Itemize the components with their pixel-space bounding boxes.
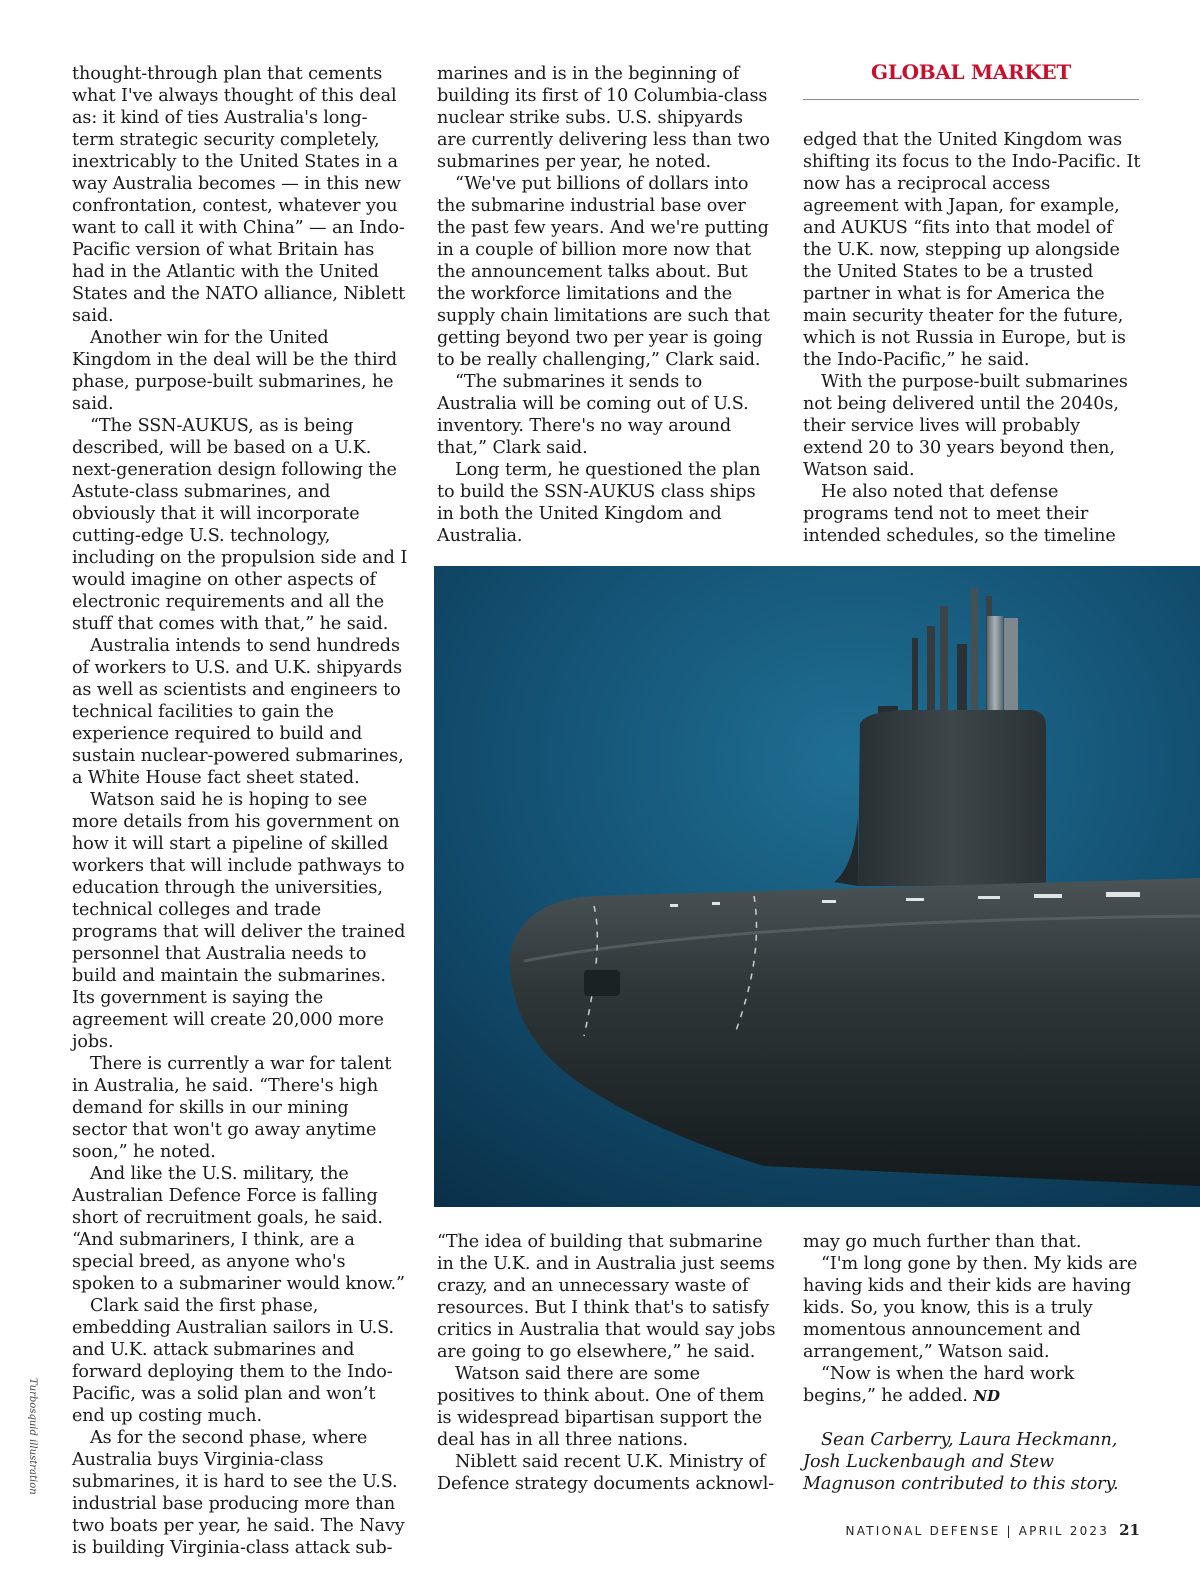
section-rule bbox=[803, 99, 1139, 100]
paragraph: “The idea of building that submarine in the U.K. and in Australia just seems crazy, and an unnecessary waste of resources. But I think that's to satisfy critics in Australia that would say jobs are going to go elsewhere,” he said. bbox=[437, 1232, 776, 1362]
article-column-2-top bbox=[437, 63, 773, 547]
paragraph: Clark said the first phase, embedding Australian sailors in U.S. and U.K. attack submarines and forward deploying them to the Indo-Pacific, was a solid plan and won’t end up costing much. bbox=[72, 1296, 394, 1426]
paragraph: With the purpose-built submarines not being delivered until the 2040s, their service lives will probably extend 20 to 30 years beyond then, Watson said. bbox=[803, 372, 1128, 480]
magazine-name: NATIONAL DEFENSE bbox=[845, 1524, 1001, 1538]
paragraph: “The submarines it sends to Australia will be coming out of U.S. inventory. There's no way around that,” Clark said. bbox=[437, 372, 749, 458]
footer-separator: | bbox=[1006, 1524, 1013, 1538]
paragraph: As for the second phase, where Australia buys Virginia-class submarines, it is hard to see the U.S. industrial base producing more than two boats per year, he said. The Navy is building Virginia-class attack sub- bbox=[72, 1428, 405, 1558]
paragraph: Australia intends to send hundreds of workers to U.S. and U.K. shipyards as well as scientists and engineers to technical facilities to gain the experience required to build and sustain nuclear-powered submarines, a White House fact sheet stated. bbox=[72, 636, 404, 788]
paragraph: Another win for the United Kingdom in the deal will be the third phase, purpose-built submarines, he said. bbox=[72, 328, 398, 414]
page-number: 21 bbox=[1119, 1521, 1140, 1539]
paragraph: Watson said he is hoping to see more details from his government on how it will start a pipeline of skilled workers that will include pathways to education through the universities, technical colleges and trade programs that will deliver the trained personnel that Australia needs to build and maintain the submarines. Its government is saying the agreement will create 20,000 more jobs. bbox=[72, 790, 406, 1052]
paragraph: “I'm long gone by then. My kids are having kids and their kids are having kids. So, you know, this is a truly momentous announcement and arrangement,” Watson said. bbox=[803, 1254, 1138, 1362]
contributors-byline: Sean Carberry, Laura Heckmann, Josh Luckenbaugh and Stew Magnuson contributed to this story. bbox=[803, 1430, 1119, 1494]
paragraph: There is currently a war for talent in Australia, he said. “There's high demand for skills in our mining sector that won't go away anytime soon,” he noted. bbox=[72, 1054, 392, 1162]
paragraph: edged that the United Kingdom was shifting its focus to the Indo-Pacific. It now has a reciprocal access agreement with Japan, for example, and AUKUS “fits into that model of the U.K. now, stepping up alongside the United States to be a trusted partner in what is for America the main security theater for the future, which is not Russia in Europe, but is the Indo-Pacific,” he said. bbox=[803, 130, 1141, 370]
paragraph: He also noted that defense programs tend not to meet their intended schedules, so the timeline bbox=[803, 482, 1116, 546]
paragraph: marines and is in the beginning of building its first of 10 Columbia-class nuclear strike subs. U.S. shipyards are currently delivering less than two submarines per year, he noted. bbox=[437, 64, 770, 172]
paragraph: Long term, he questioned the plan to build the SSN-AUKUS class ships in both the United Kingdom and Australia. bbox=[437, 460, 761, 546]
article-column-3-bottom bbox=[803, 1231, 1143, 1495]
issue-date: APRIL 2023 bbox=[1018, 1524, 1110, 1538]
submarine-illustration bbox=[434, 566, 1200, 1207]
closing-quote: “Now is when the hard work begins,” he added. bbox=[803, 1364, 1075, 1406]
paragraph bbox=[803, 1363, 1143, 1407]
paragraph: may go much further than that. bbox=[803, 1232, 1082, 1252]
paragraph: “We've put billions of dollars into the submarine industrial base over the past few years. And we're putting in a couple of billion more now that the announcement talks about. But the workforce limitations and the supply chain limitations are such that getting beyond two per year is going to be really challenging,” Clark said. bbox=[437, 174, 770, 370]
section-label: GLOBAL MARKET bbox=[871, 60, 1071, 84]
submarine-sail bbox=[858, 710, 1046, 886]
photo-credit bbox=[26, 1378, 46, 1498]
paragraph: Watson said there are some positives to think about. One of them is widespread bipartisan support the deal has in all three nations. bbox=[437, 1364, 765, 1450]
article-column-3-top bbox=[803, 129, 1143, 547]
paragraph: And like the U.S. military, the Australian Defence Force is falling short of recruitment goals, he said. “And submariners, I think, are a special breed, as anyone who's spoken to a submariner would know.” bbox=[72, 1164, 405, 1294]
paragraph: Niblett said recent U.K. Ministry of Defence strategy documents acknowl- bbox=[437, 1452, 775, 1494]
paragraph: thought-through plan that cements what I've always thought of this deal as: it kind of ties Australia's long-term strategic security completely, inextricably to the United States in a way Australia becomes — in this new confrontation, contest, whatever you want to call it with China” — an Indo-Pacific version of what Britain has had in the Atlantic with the United States and the NATO alliance, Niblett said. bbox=[72, 64, 406, 326]
article-column-2-bottom bbox=[437, 1231, 777, 1495]
end-mark: ND bbox=[973, 1387, 1000, 1405]
credit-text: Turbosquid illustration bbox=[27, 1378, 38, 1495]
paragraph: “The SSN-AUKUS, as is being described, will be based on a U.K. next-generation design following the Astute-class submarines, and obviously that it will incorporate cutting-edge U.S. technology, including on the propulsion side and I would imagine on other aspects of electronic requirements and all the stuff that comes with that,” he said. bbox=[72, 416, 408, 634]
page-footer bbox=[846, 1521, 1140, 1539]
article-column-1 bbox=[72, 63, 408, 1559]
